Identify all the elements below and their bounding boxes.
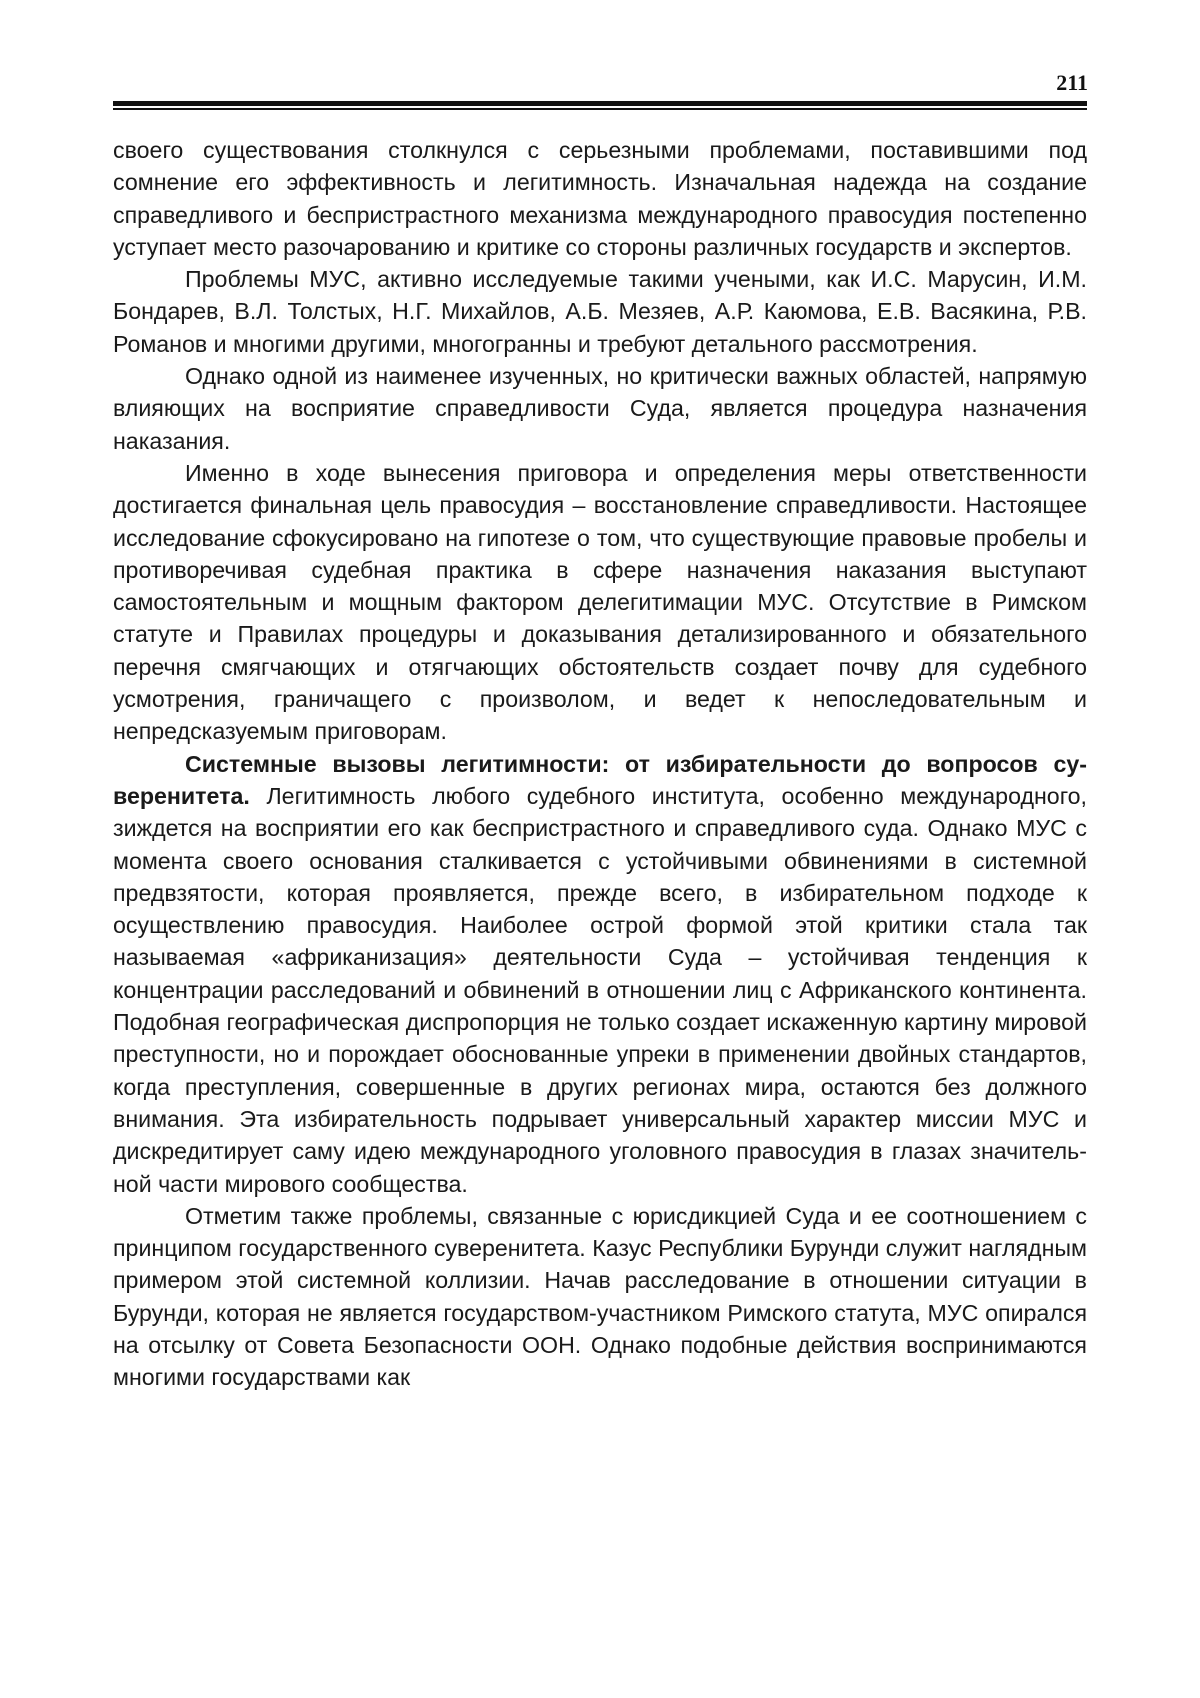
header-rule-thin	[113, 108, 1087, 110]
page-number: 211	[1056, 70, 1088, 95]
paragraph-1: своего существования столкнулся с серьезными проблемами, поставившими под сомнение его эффективность и легитимность. Изначальная надежда на создание справедливого и беспристрастного механизма международного правосудия постепенно уступает место разочарованию и критике со стороны различных государств и экспертов.	[113, 137, 1087, 260]
paragraph-6: Отметим также проблемы, связанные с юрисдикцией Суда и ее соотношением с принципом государственного суверенитета. Казус Республики Бурунди служит наглядным примером этой системной коллизии. Начав расследование в отношении ситуации в Бурунди, которая не является государством-участником Римского статута, МУС опирался на отсылку от Совета Безопасности ООН. Однако подобные действия воспринимаются многими государствами как	[113, 1202, 1087, 1391]
body-text	[113, 134, 1087, 1394]
paragraph-3: Однако одной из наименее изученных, но критически важных областей, напрямую влияющих на восприятие справедливости Суда, является процедура назначения наказания.	[113, 363, 1087, 454]
paragraph-2: Проблемы МУС, активно исследуемые такими учеными, как И.С. Марусин, И.М. Бондарев, В.Л. Толстых, Н.Г. Михайлов, А.Б. Мезяев, А.Р. Каюмова, Е.В. Васякина, Р.В. Романов и многими другими, многогранны и требуют детального рассмотрения.	[113, 266, 1087, 357]
paragraph-5	[113, 748, 1087, 1200]
paragraph-5-text: Легитимность любого судебного института, особенно международного, зиждется на восприятии его как беспристрастного и справедливого суда. Однако МУС с момента своего основания сталкивается с устойчивыми обвинениями в системной предвзятости, которая проявляется, прежде всего, в избирательном подходе к осуществлению правосудия. Наиболее острой формой этой критики стала так называемая «африканизация» деятельности Суда – устойчивая тенденция к концентрации расследований и обвинений в отношении лиц с Африканского континента. Подобная географическая диспропорция не только создает искаженную картину мировой преступности, но и порождает обоснованные упреки в применении двойных стандартов, когда преступления, совершенные в других регионах мира, остаются без должного внимания. Эта избирательность подрывает универсальный характер миссии МУС и дискредитирует саму идею международного уголовного правосудия в глазах значительной части мирового сообщества.	[113, 782, 1087, 1197]
paragraph-4: Именно в ходе вынесения приговора и определения меры ответственности достигается финальная цель правосудия – восстановление справедливости. Настоящее исследование сфокусировано на гипотезе о том, что существующие правовые пробелы и противоречивая судебная практика в сфере назначения наказания выступают самостоятельным и мощным фактором делегитимации МУС. Отсутствие в Римском статуте и Правилах процедуры и доказывания детализированного и обязательного перечня смягчающих и отягчающих обстоятельств создает почву для судебного усмотрения, граничащего с произволом, и ведет к непоследовательным и непредсказуемым приговорам.	[113, 459, 1087, 745]
section-heading: Системные вызовы легитимности: от избирательности до вопросов суверенитета.	[113, 750, 1087, 809]
header-rule-thick	[113, 101, 1087, 106]
